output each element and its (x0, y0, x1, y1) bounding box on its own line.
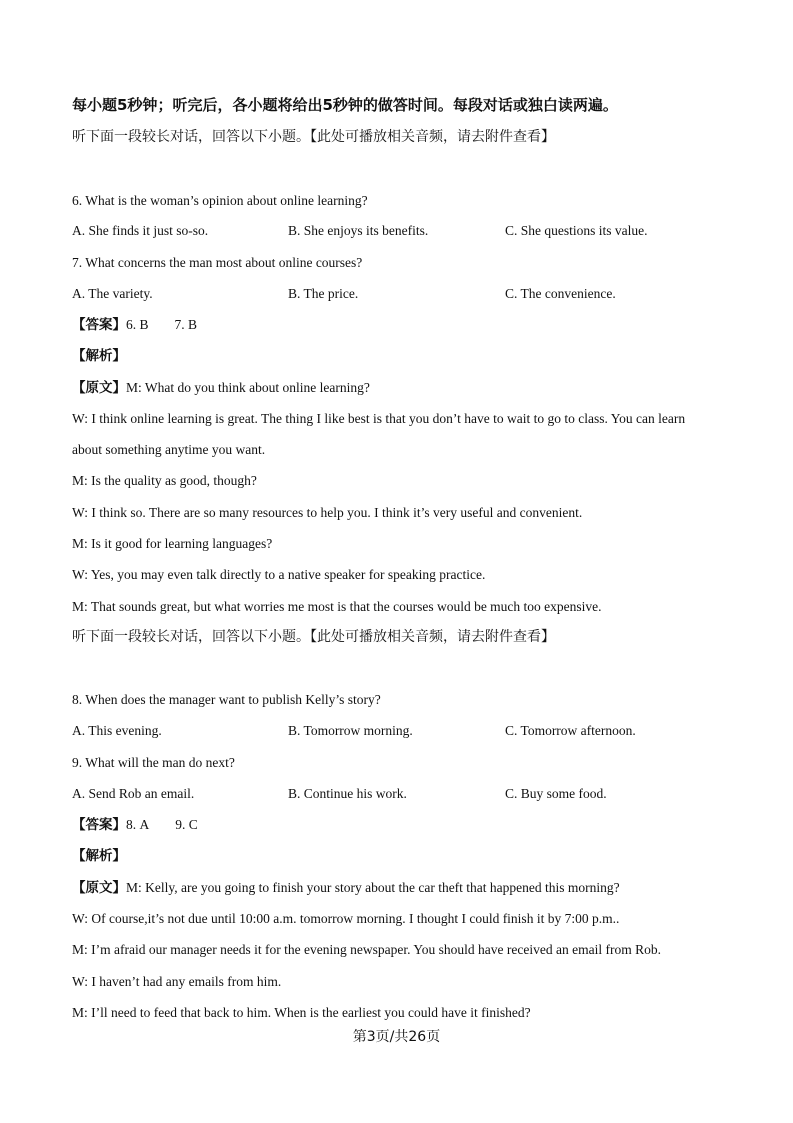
transcript-line: W: Yes, you may even talk directly to a native speaker for speaking practice. (72, 567, 486, 582)
question-6: 6. What is the woman’s opinion about online learning? (72, 193, 368, 208)
transcript-line: W: I haven’t had any emails from him. (72, 974, 282, 989)
answer-9: 9. C (175, 817, 198, 832)
analysis-tag: 【解析】 (72, 348, 126, 364)
page-number: 第3页/共26页 (352, 1029, 441, 1045)
transcript-line: M: Is it good for learning languages? (72, 536, 273, 551)
transcript-tag: 【原文】 (72, 380, 126, 396)
transcript-tag: 【原文】 (72, 880, 126, 896)
q6-option-b: B. She enjoys its benefits. (288, 223, 429, 238)
transcript-line: 【原文】M: Kelly, are you going to finish your story about the car theft that happened this morning? (72, 880, 620, 896)
q8-option-a: A. This evening. (72, 723, 162, 738)
transcript-line: W: I think online learning is great. The thing I like best is that you don’t have to wait to go to class. You can learn (72, 411, 686, 426)
transcript-line: 【原文】M: What do you think about online learning? (72, 380, 370, 396)
section-heading-1: 听下面一段较长对话，回答以下小题。【此处可播放相关音频，请去附件查看】 (72, 129, 555, 145)
analysis-tag: 【解析】 (72, 848, 126, 864)
question-8: 8. When does the manager want to publish Kelly’s story? (72, 692, 381, 707)
question-9: 9. What will the man do next? (72, 755, 235, 770)
q7-option-c: C. The convenience. (505, 286, 616, 301)
q8-option-c: C. Tomorrow afternoon. (505, 723, 636, 738)
section-heading-2: 听下面一段较长对话，回答以下小题。【此处可播放相关音频，请去附件查看】 (72, 629, 555, 645)
answer-tag: 【答案】 (72, 317, 126, 333)
q6-option-c: C. She questions its value. (505, 223, 648, 238)
question-7: 7. What concerns the man most about online courses? (72, 255, 363, 270)
answer-line-2 (72, 816, 198, 834)
q7-option-a: A. The variety. (72, 286, 153, 301)
q8-option-b: B. Tomorrow morning. (288, 723, 413, 738)
transcript-line: M: That sounds great, but what worries me most is that the courses would be much too expensive. (72, 599, 602, 614)
q9-option-a: A. Send Rob an email. (72, 786, 195, 801)
transcript-line: W: Of course,it’s not due until 10:00 a.m. tomorrow morning. I thought I could finish it by 7:00 p.m.. (72, 911, 620, 926)
transcript-line: about something anytime you want. (72, 442, 266, 457)
q7-option-b: B. The price. (288, 286, 359, 301)
instruction-text: 每小题5秒钟；听完后，各小题将给出5秒钟的做答时间。每段对话或独白读两遍。 (72, 96, 618, 114)
answer-tag: 【答案】 (72, 817, 126, 833)
answer-7: 7. B (174, 317, 198, 332)
answer-6: 6. B (126, 317, 149, 332)
answer-line-1 (72, 316, 197, 334)
transcript-line: W: I think so. There are so many resources to help you. I think it’s very useful and convenient. (72, 505, 583, 520)
transcript-line: M: I’m afraid our manager needs it for the evening newspaper. You should have received an email from Rob. (72, 942, 661, 957)
q9-option-b: B. Continue his work. (288, 786, 407, 801)
q6-option-a: A. She finds it just so-so. (72, 223, 209, 238)
answer-8: 8. A (126, 817, 150, 832)
q9-option-c: C. Buy some food. (505, 786, 607, 801)
transcript-line: M: Is the quality as good, though? (72, 473, 257, 488)
transcript-line: M: I’ll need to feed that back to him. When is the earliest you could have it finished? (72, 1005, 531, 1020)
page-footer (0, 1026, 793, 1046)
